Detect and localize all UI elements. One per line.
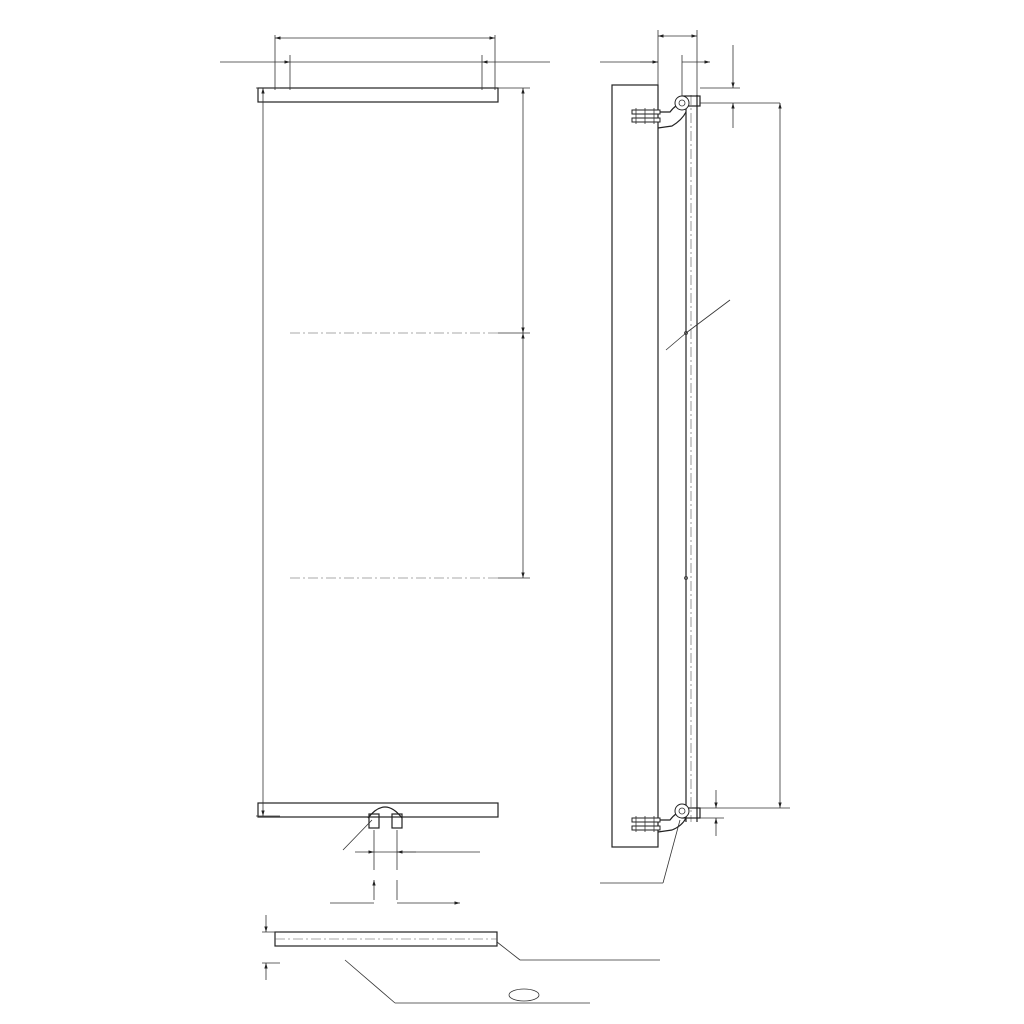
bottom-header-pipe: [258, 803, 498, 817]
plan-view: [262, 915, 660, 1003]
top-header-pipe: [258, 88, 498, 102]
top-wall-fixings: [632, 108, 660, 124]
front-view: [220, 35, 550, 903]
oval-profile-icon: [509, 989, 539, 1001]
bottom-wall-fixings: [632, 816, 660, 832]
blocker-valve: [368, 807, 402, 818]
bottom-connection-icon: [675, 804, 689, 818]
top-connection-icon: [675, 96, 689, 110]
wall: [612, 85, 658, 847]
side-view: [600, 30, 790, 883]
